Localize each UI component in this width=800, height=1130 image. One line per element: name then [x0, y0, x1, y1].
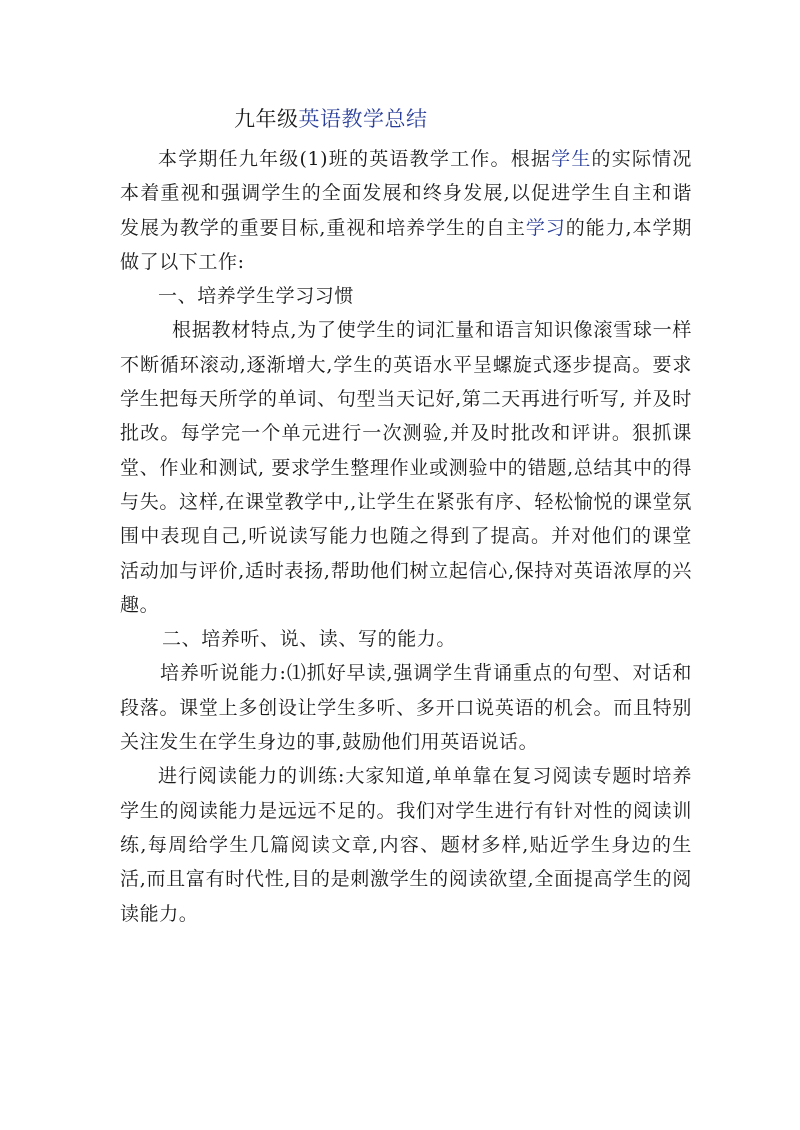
intro-text-2: 的实际情况本着重视和强调学生的全面发展和终身发展,以促进学生自主和谐发展为教学的重要目标,重视和培养学生的自主 [120, 148, 692, 239]
title-link[interactable]: 英语教学总结 [298, 107, 428, 131]
intro-link-study[interactable]: 学习 [525, 216, 566, 239]
section2-heading: 二、培养听、说、读、写的能力。 [162, 628, 457, 651]
document-body [120, 142, 692, 931]
listening-paragraph: 培养听说能力:⑴抓好早读,强调学生背诵重点的句型、对话和段落。课堂上多创设让学生多听、多开口说英语的机会。而且特别关注发生在学生身边的事,鼓励他们用英语说话。 [120, 662, 692, 754]
intro-paragraph [120, 142, 692, 279]
section1-heading: 一、培养学生学习习惯 [158, 285, 355, 308]
section1-paragraph: 根据教材特点,为了使学生的词汇量和语言知识像滚雪球一样不断循环滚动,逐渐增大,学生的英语水平呈螺旋式逐步提高。要求学生把每天所学的单词、句型当天记好,第二天再进行听写, 并及时批改。每学完一个单元进行一次测验,并及时批改和评讲。狠抓课堂、作业和测试, 要求学生整理作业或测验中的错题,总结其中的得与失。这样,在课堂教学中,,让学生在紧张有序、轻松愉悦的课堂氛围中表现自己,听说读写能力也随之得到了提高。并对他们的课堂活动加与评价,适时表扬,帮助他们树立起信心,保持对英语浓厚的兴趣。 [120, 319, 692, 616]
intro-text-3: 的能力,本学期做了以下工作: [120, 216, 693, 273]
intro-text-1: 本学期任九年级(1)班的英语教学工作。根据 [158, 148, 552, 170]
document-title [234, 104, 428, 134]
reading-paragraph: 进行阅读能力的训练:大家知道,单单靠在复习阅读专题时培养学生的阅读能力是远远不足的。我们对学生进行有针对性的阅读训练,每周给学生几篇阅读文章,内容、题材多样,贴近学生身边的生活,而且富有时代性,目的是刺激学生的阅读欲望,全面提高学生的阅读能力。 [120, 765, 692, 925]
title-prefix: 九年级 [234, 107, 299, 131]
intro-link-student[interactable]: 学生 [551, 148, 592, 170]
